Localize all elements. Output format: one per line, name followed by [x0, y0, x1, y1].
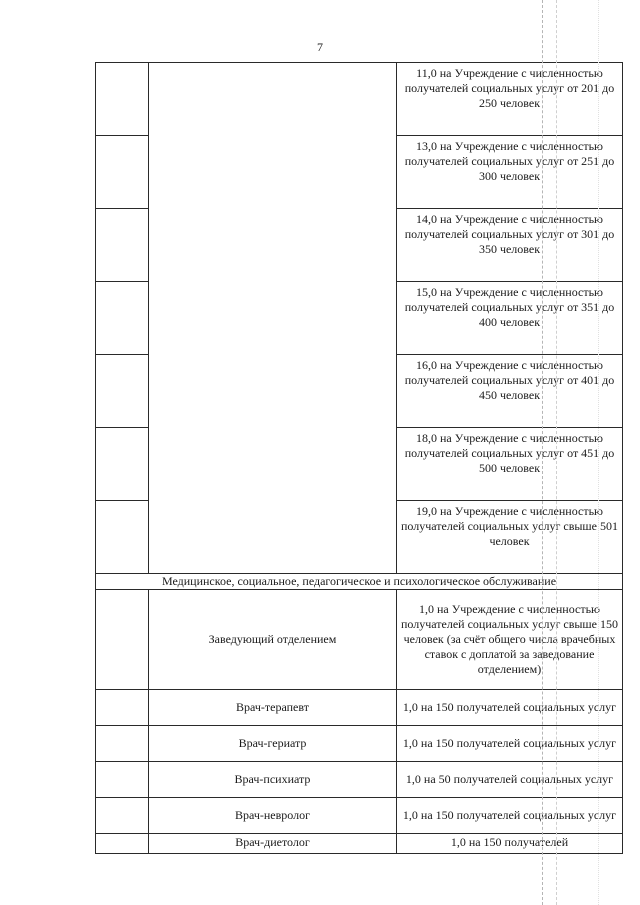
number-cell	[96, 209, 149, 282]
norm-cell: 1,0 на 50 получателей социальных услуг	[397, 762, 623, 798]
norm-cell: 16,0 на Учреждение с численностью получателей социальных услуг от 401 до 450 человек	[397, 355, 623, 428]
norm-cell: 1,0 на 150 получателей	[397, 834, 623, 854]
section-title: Медицинское, социальное, педагогическое и психологическое обслуживание	[96, 574, 623, 590]
norm-cell: 15,0 на Учреждение с численностью получателей социальных услуг от 351 до 400 человек	[397, 282, 623, 355]
position-cell: Врач-диетолог	[149, 834, 397, 854]
table-row	[96, 834, 623, 854]
position-cell: Врач-невролог	[149, 798, 397, 834]
number-cell	[96, 501, 149, 574]
position-cell	[149, 63, 397, 574]
table-row	[96, 798, 623, 834]
number-cell	[96, 63, 149, 136]
scan-artifact-line	[598, 0, 599, 905]
table-row	[96, 726, 623, 762]
scan-artifact-line	[542, 0, 543, 905]
number-cell	[96, 355, 149, 428]
norm-cell: 13,0 на Учреждение с численностью получателей социальных услуг от 251 до 300 человек	[397, 136, 623, 209]
norm-cell: 1,0 на 150 получателей социальных услуг	[397, 798, 623, 834]
number-cell	[96, 428, 149, 501]
table-row	[96, 63, 623, 136]
number-cell	[96, 762, 149, 798]
table-row	[96, 690, 623, 726]
position-cell: Врач-терапевт	[149, 690, 397, 726]
norm-cell: 1,0 на Учреждение с численностью получателей социальных услуг свыше 150 человек (за счёт общего числа врачебных ставок с доплатой за заведование отделением)	[397, 590, 623, 690]
table-row	[96, 762, 623, 798]
norm-cell: 1,0 на 150 получателей социальных услуг	[397, 726, 623, 762]
number-cell	[96, 726, 149, 762]
number-cell	[96, 590, 149, 690]
number-cell	[96, 690, 149, 726]
norm-cell: 1,0 на 150 получателей социальных услуг	[397, 690, 623, 726]
number-cell	[96, 798, 149, 834]
page-number: 7	[317, 40, 323, 54]
table-row	[96, 590, 623, 690]
position-cell: Заведующий отделением	[149, 590, 397, 690]
number-cell	[96, 136, 149, 209]
position-cell: Врач-гериатр	[149, 726, 397, 762]
section-header-row	[96, 574, 623, 590]
number-cell	[96, 834, 149, 854]
norm-cell: 19,0 на Учреждение с численностью получателей социальных услуг свыше 501 человек	[397, 501, 623, 574]
number-cell	[96, 282, 149, 355]
staffing-table	[95, 62, 623, 854]
norm-cell: 18,0 на Учреждение с численностью получателей социальных услуг от 451 до 500 человек	[397, 428, 623, 501]
norm-cell: 14,0 на Учреждение с численностью получателей социальных услуг от 301 до 350 человек	[397, 209, 623, 282]
scan-artifact-line	[556, 0, 557, 905]
position-cell: Врач-психиатр	[149, 762, 397, 798]
norm-cell: 11,0 на Учреждение с численностью получателей социальных услуг от 201 до 250 человек	[397, 63, 623, 136]
